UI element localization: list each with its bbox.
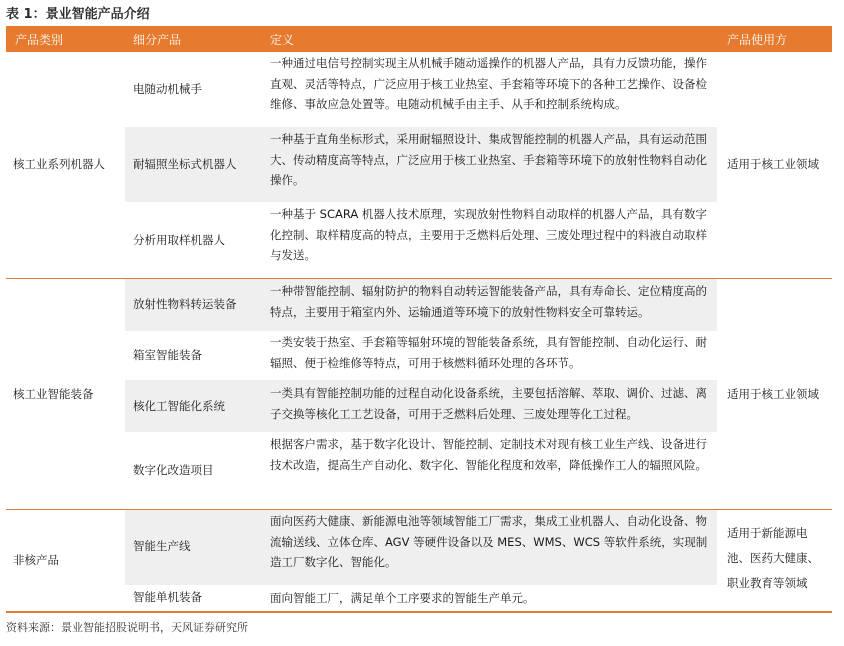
usage-cell: 适用于核工业领域 xyxy=(727,157,819,171)
definition-cell: 根据客户需求，基于数字化设计、智能控制、定制技术对现有核工业生产线、设备进行技术改造，提高生产自动化、数字化、智能化程度和效率，降低操作工人的辐照风险。 xyxy=(270,437,707,472)
product-cell: 耐辐照坐标式机器人 xyxy=(133,157,237,171)
group-separator xyxy=(6,278,832,279)
product-cell: 智能单机装备 xyxy=(133,590,202,604)
definition-cell: 一种基于直角坐标形式，采用耐辐照设计、集成智能控制的机器人产品，具有运动范围大、传动精度高等特点，广泛应用于核工业热室、手套箱等环境下的放射性物料自动化操作。 xyxy=(270,132,707,187)
group-separator xyxy=(6,509,832,510)
source-note: 资料来源：景业智能招股说明书，天风证券研究所 xyxy=(6,621,248,634)
product-cell: 放射性物料转运装备 xyxy=(133,297,237,311)
table-header xyxy=(6,26,832,51)
header-usage: 产品使用方 xyxy=(727,33,788,47)
category-cell: 核工业系列机器人 xyxy=(13,157,105,171)
header-rule xyxy=(6,51,832,52)
definition-cell: 一种带智能控制、辐射防护的物料自动转运智能装备产品，具有寿命长、定位精度高的特点，主要用于箱室内外、运输通道等环境下的放射性物料安全可靠转运。 xyxy=(270,284,707,319)
definition-cell: 面向医药大健康、新能源电池等领域智能工厂需求，集成工业机器人、自动化设备、物流输送线、立体仓库、AGV 等硬件设备以及 MES、WMS、WCS 等软件系统，实现制造工厂数字化、智能化。 xyxy=(270,514,708,569)
table-bottom-rule xyxy=(6,611,832,613)
product-cell: 智能生产线 xyxy=(133,539,191,553)
header-definition: 定义 xyxy=(270,33,295,47)
definition-cell: 一类具有智能控制功能的过程自动化设备系统，主要包括溶解、萃取、调价、过滤、离子交换等核化工工艺设备，可用于乏燃料后处理、三废处理等化工过程。 xyxy=(270,386,707,421)
product-cell: 电随动机械手 xyxy=(133,82,202,96)
category-cell: 核工业智能装备 xyxy=(13,387,94,401)
product-cell: 分析用取样机器人 xyxy=(133,233,225,247)
table-caption: 表 1：景业智能产品介绍 xyxy=(6,7,150,22)
usage-cell: 适用于新能源电池、医药大健康、职业教育等领域 xyxy=(727,526,819,590)
definition-cell: 一类安装于热室、手套箱等辐射环境的智能装备系统，具有智能控制、自动化运行、耐辐照、便于检维修等特点，可用于核燃料循环处理的各环节。 xyxy=(270,335,707,370)
definition-cell: 一种基于 SCARA 机器人技术原理，实现放射性物料自动取样的机器人产品，具有数字化控制、取样精度高的特点，主要用于乏燃料后处理、三废处理过程中的料液自动取样与发送。 xyxy=(270,207,707,262)
definition-cell: 一种通过电信号控制实现主从机械手随动遥操作的机器人产品，具有力反馈功能，操作直观、灵活等特点，广泛应用于核工业热室、手套箱等环境下的各种工艺操作、设备检维修、事故应急处置等。电随动机械手由主手、从手和控制系统构成。 xyxy=(270,56,707,111)
product-cell: 箱室智能装备 xyxy=(133,348,202,362)
usage-cell: 适用于核工业领域 xyxy=(727,387,819,401)
product-cell: 核化工智能化系统 xyxy=(133,399,225,413)
header-product: 细分产品 xyxy=(133,33,182,47)
header-category: 产品类别 xyxy=(15,33,64,47)
definition-cell: 面向智能工厂，满足单个工序要求的智能生产单元。 xyxy=(270,591,535,605)
category-cell: 非核产品 xyxy=(13,553,59,567)
product-cell: 数字化改造项目 xyxy=(133,463,214,477)
